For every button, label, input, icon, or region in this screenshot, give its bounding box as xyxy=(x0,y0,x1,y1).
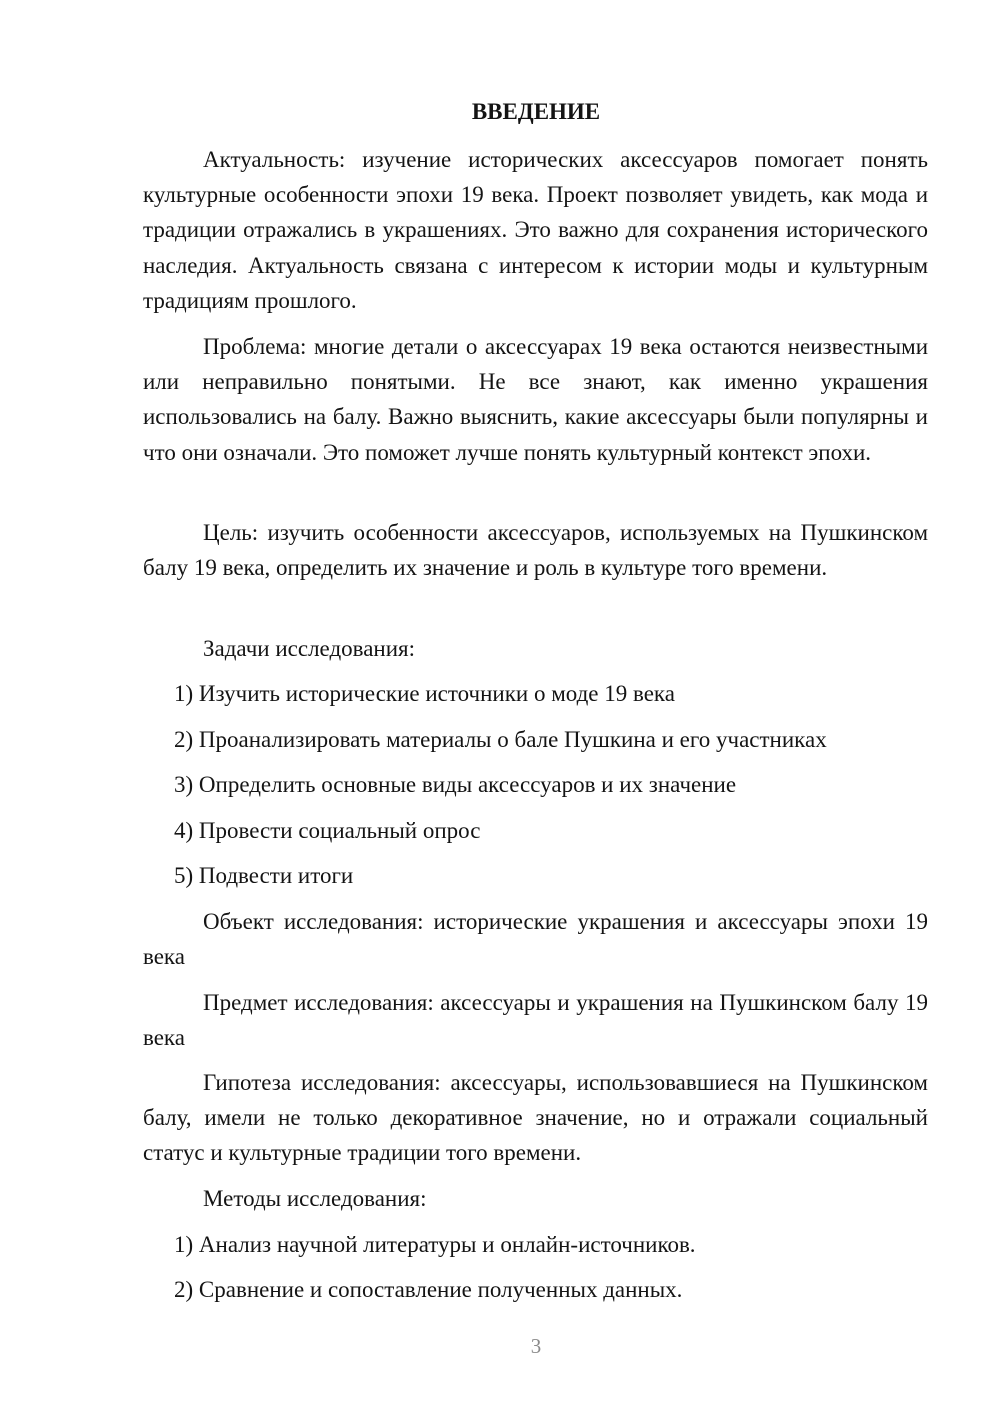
page-number: 3 xyxy=(530,1334,542,1358)
method-item: 1) Анализ научной литературы и онлайн-источников. xyxy=(174,1232,696,1257)
hypothesis-paragraph: Гипотеза исследования: аксессуары, использовавшиеся на Пушкинском балу, имели не только декоративное значение, но и отражали социальный статус и культурные традиции того времени. xyxy=(143,1070,928,1166)
methods-heading: Методы исследования: xyxy=(203,1186,427,1211)
goal-paragraph: Цель: изучить особенности аксессуаров, используемых на Пушкинском балу 19 века, определить их значение и роль в культуре того времени. xyxy=(143,520,928,581)
subject-paragraph: Предмет исследования: аксессуары и украшения на Пушкинском балу 19 века xyxy=(143,990,928,1051)
task-item: 3) Определить основные виды аксессуаров и их значение xyxy=(174,772,737,797)
object-paragraph: Объект исследования: исторические украшения и аксессуары эпохи 19 века xyxy=(143,909,928,970)
problem-paragraph: Проблема: многие детали о аксессуарах 19 века остаются неизвестными или неправильно понятыми. Не все знают, как именно украшения использовались на балу. Важно выяснить, какие аксессуары были популярны и что они означали. Это поможет лучше понять культурный контекст эпохи. xyxy=(143,334,928,465)
section-heading: ВВЕДЕНИЕ xyxy=(471,99,601,124)
task-item: 4) Провести социальный опрос xyxy=(174,818,481,843)
task-item: 5) Подвести итоги xyxy=(174,863,354,888)
method-item: 2) Сравнение и сопоставление полученных данных. xyxy=(174,1277,683,1302)
task-item: 1) Изучить исторические источники о моде 19 века xyxy=(174,681,675,706)
relevance-paragraph: Актуальность: изучение исторических аксессуаров помогает понять культурные особенности эпохи 19 века. Проект позволяет увидеть, как мода и традиции отражались в украшениях. Это важно для сохранения исторического наследия. Актуальность связана с интересом к истории моды и культурным традициям прошлого. xyxy=(143,147,928,313)
tasks-heading: Задачи исследования: xyxy=(203,636,416,661)
task-item: 2) Проанализировать материалы о бале Пушкина и его участниках xyxy=(174,727,827,752)
